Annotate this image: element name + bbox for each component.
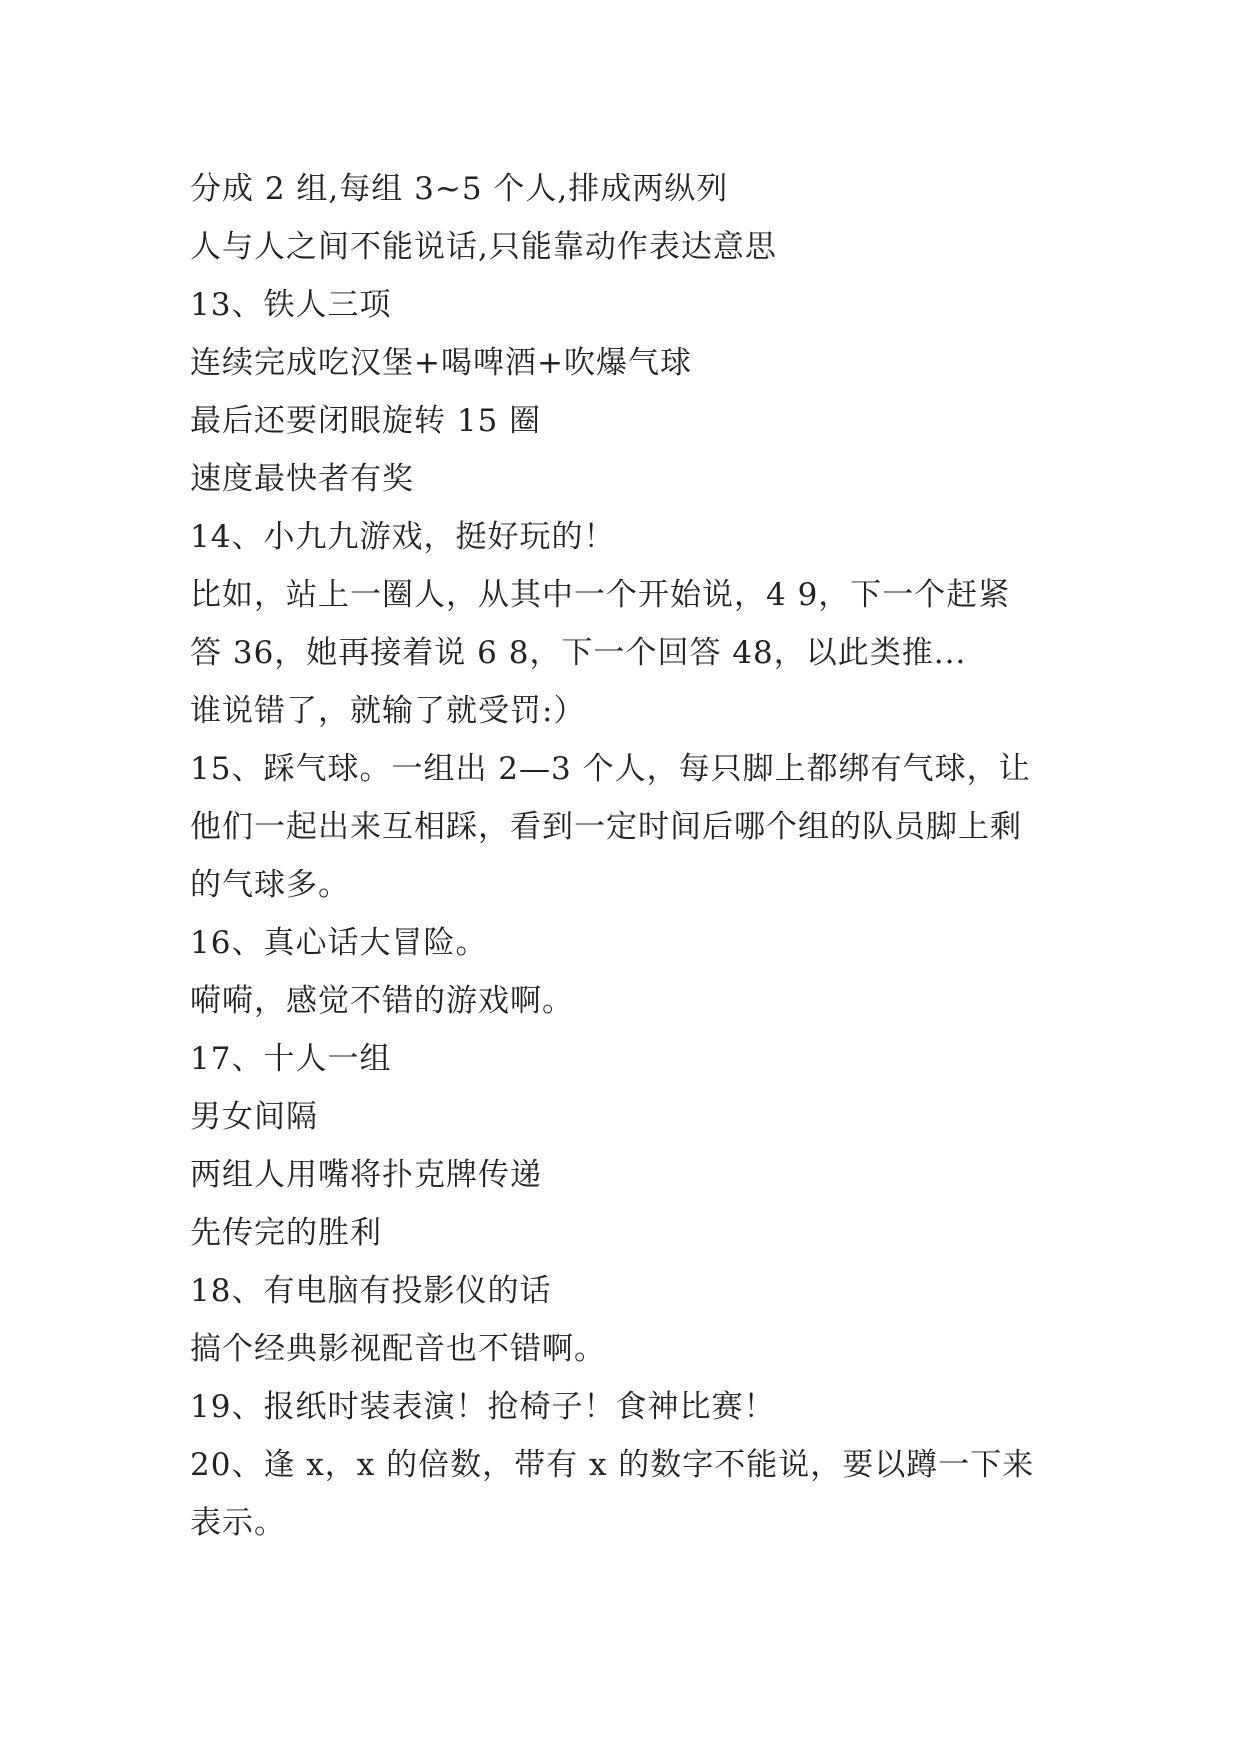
- text-line: 人与人之间不能说话,只能靠动作表达意思: [190, 229, 777, 265]
- text-line: 表示。: [190, 1505, 286, 1541]
- text-line: 速度最快者有奖: [190, 461, 414, 497]
- text-line: 分成 2 组,每组 3~5 个人,排成两纵列: [190, 171, 729, 207]
- section-heading: 17、十人一组: [190, 1041, 392, 1077]
- section-heading: 16、真心话大冒险。: [190, 925, 488, 961]
- text-line: 男女间隔: [190, 1099, 318, 1135]
- text-line: 最后还要闭眼旋转 15 圈: [190, 403, 542, 439]
- text-line: 连续完成吃汉堡+喝啤酒+吹爆气球: [190, 345, 692, 381]
- text-line: 比如，站上一圈人，从其中一个开始说，4 9，下一个赶紧: [190, 577, 1011, 613]
- section-heading: 20、逢 x，x 的倍数，带有 x 的数字不能说，要以蹲一下来: [190, 1447, 1035, 1483]
- text-line: 他们一起出来互相踩，看到一定时间后哪个组的队员脚上剩: [190, 809, 1022, 845]
- text-line: 搞个经典影视配音也不错啊。: [190, 1331, 606, 1367]
- text-line: 的气球多。: [190, 867, 350, 903]
- text-line: 嗬嗬，感觉不错的游戏啊。: [190, 983, 574, 1019]
- text-line: 谁说错了，就输了就受罚:）: [190, 693, 586, 729]
- section-heading: 14、小九九游戏，挺好玩的！: [190, 519, 616, 555]
- text-line: 两组人用嘴将扑克牌传递: [190, 1157, 542, 1193]
- text-line: 答 36，她再接着说 6 8，下一个回答 48，以此类推...: [190, 635, 967, 671]
- document-body: [190, 160, 1070, 1552]
- text-line: 先传完的胜利: [190, 1215, 382, 1251]
- section-heading: 19、报纸时装表演！抢椅子！食神比赛！: [190, 1389, 776, 1425]
- section-heading: 18、有电脑有投影仪的话: [190, 1273, 552, 1309]
- section-heading: 15、踩气球。一组出 2—3 个人，每只脚上都绑有气球，让: [190, 751, 1031, 787]
- section-heading: 13、铁人三项: [190, 287, 392, 323]
